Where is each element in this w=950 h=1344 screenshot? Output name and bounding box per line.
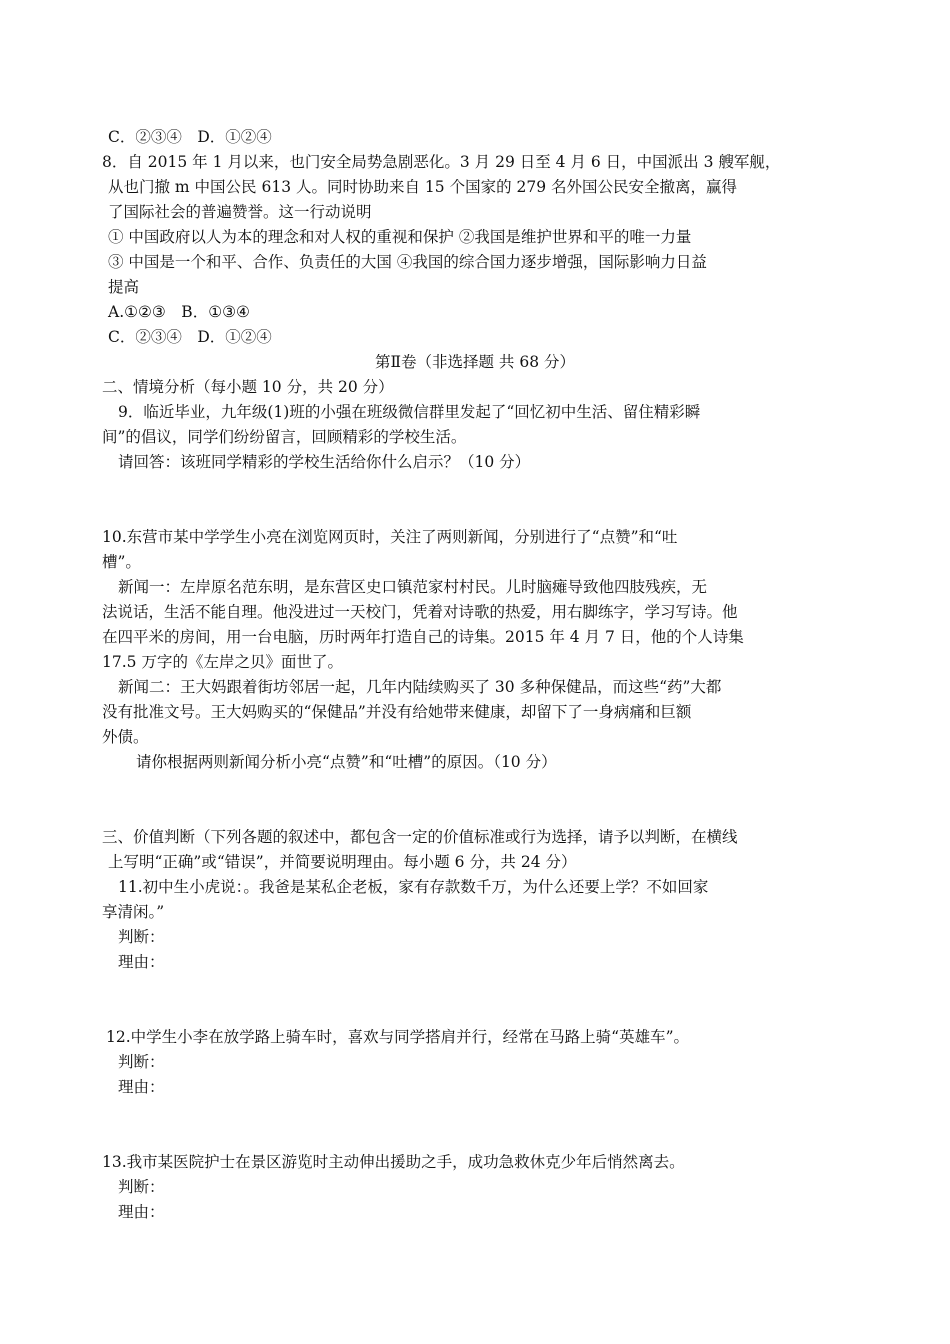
q10-news-2-line-2: 没有批准文号。王大妈购买的“保健品”并没有给她带来健康，却留下了一身病痛和巨额 [102, 703, 692, 721]
q10-news-1-line-4: 17.5 万字的《左岸之贝》面世了。 [102, 653, 343, 671]
q10-news-1-line-1: 新闻一：左岸原名范东明，是东营区史口镇范家村村民。儿时脑瘫导致他四肢残疾，无 [118, 578, 708, 596]
q9-line-1: 9．临近毕业，九年级(1)班的小强在班级微信群里发起了“回忆初中生活、留住精彩瞬 [118, 403, 701, 421]
section-3-heading-line-1: 三、价值判断（下列各题的叙述中，都包含一定的价值标准或行为选择，请予以判断，在横线 [102, 828, 738, 846]
q12-judgement-label: 判断： [118, 1053, 165, 1071]
q13-judgement-label: 判断： [118, 1178, 165, 1196]
q10-question: 请你根据两则新闻分析小亮“点赞”和“吐槽”的原因。（10 分） [136, 753, 557, 771]
q8-options-cd: C．②③④ D．①②④ [108, 328, 272, 346]
part2-title: 第Ⅱ卷（非选择题 共 68 分） [374, 353, 576, 371]
q8-statement-2: ③ 中国是一个和平、合作、负责任的大国 ④我国的综合国力逐步增强，国际影响力日益 [108, 253, 707, 271]
section-2-heading: 二、情境分析（每小题 10 分，共 20 分） [102, 378, 394, 396]
q10-news-1-line-2: 法说话，生活不能自理。他没进过一天校门，凭着对诗歌的热爱，用右脚练字，学习写诗。他 [102, 603, 738, 621]
q12-line-1: 12.中学生小李在放学路上骑车时，喜欢与同学搭肩并行，经常在马路上骑“英雄车”。 [106, 1028, 690, 1046]
q11-line-1: 11.初中生小虎说：。我爸是某私企老板，家有存款数千万，为什么还要上学？不如回家 [118, 878, 709, 896]
q10-line-1: 10.东营市某中学学生小亮在浏览网页时，关注了两则新闻，分别进行了“点赞”和“吐 [102, 528, 678, 546]
section-3-heading-line-2: 上写明“正确”或“错误”，并简要说明理由。每小题 6 分，共 24 分） [108, 853, 577, 871]
q10-news-1-line-3: 在四平米的房间，用一台电脑，历时两年打造自己的诗集。2015 年 4 月 7 日，他的个人诗集 [102, 628, 744, 646]
q11-judgement-label: 判断： [118, 928, 165, 946]
q12-reason-label: 理由： [118, 1078, 165, 1096]
q8-line-2: 从也门撤 m 中国公民 613 人。同时协助来自 15 个国家的 279 名外国公民安全撤离，赢得 [108, 178, 738, 196]
q9-question: 请回答：该班同学精彩的学校生活给你什么启示？（10 分） [118, 453, 531, 471]
q8-options-ab: A.①②③ B．①③④ [108, 303, 250, 321]
q8-line-3: 了国际社会的普遍赞誉。这一行动说明 [108, 203, 372, 221]
q10-line-2: 槽”。 [102, 553, 141, 571]
q10-news-2-line-3: 外债。 [102, 728, 149, 746]
q7-options-cd: C．②③④ D．①②④ [108, 128, 272, 146]
q11-line-2: 享清闲。” [102, 903, 165, 921]
q8-line-1: 8．自 2015 年 1 月以来，也门安全局势急剧恶化。3 月 29 日至 4 月 6 日，中国派出 3 艘军舰， [102, 153, 781, 171]
q13-reason-label: 理由： [118, 1203, 165, 1221]
q9-line-2: 间”的倡议，同学们纷纷留言，回顾精彩的学校生活。 [102, 428, 467, 446]
q8-statement-3: 提高 [108, 278, 140, 296]
q8-statement-1: ① 中国政府以人为本的理念和对人权的重视和保护 ②我国是维护世界和平的唯一力量 [108, 228, 692, 246]
q13-line-1: 13.我市某医院护士在景区游览时主动伸出援助之手，成功急救休克少年后悄然离去。 [102, 1153, 685, 1171]
q10-news-2-line-1: 新闻二：王大妈跟着街坊邻居一起，几年内陆续购买了 30 多种保健品，而这些“药”大都 [118, 678, 722, 696]
q11-reason-label: 理由： [118, 953, 165, 971]
